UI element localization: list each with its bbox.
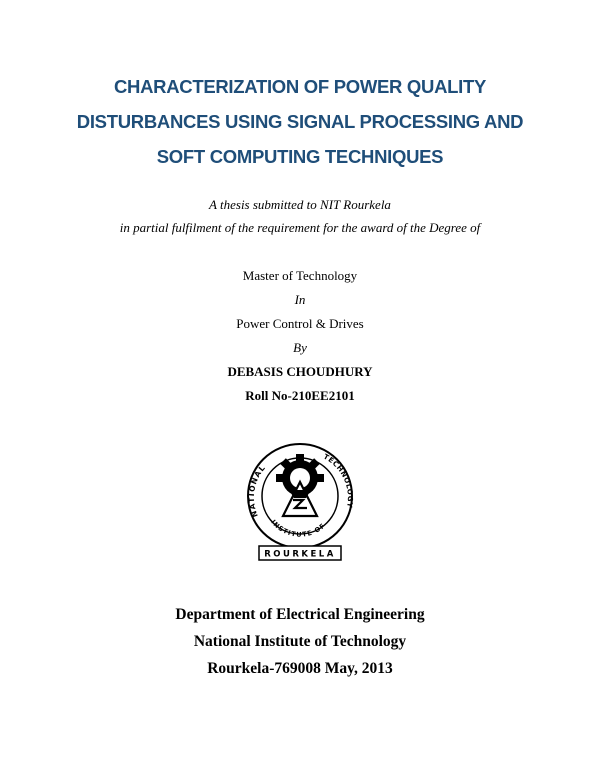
degree-name: Master of Technology xyxy=(242,268,358,283)
submission-line-1: A thesis submitted to NIT Rourkela xyxy=(209,197,391,212)
place-and-date: Rourkela-769008 May, 2013 xyxy=(207,660,393,677)
degree-block xyxy=(0,264,600,408)
nit-rourkela-logo xyxy=(237,438,363,564)
thesis-title xyxy=(0,69,600,174)
author-name: DEBASIS CHOUDHURY xyxy=(227,364,373,379)
institute-name: National Institute of Technology xyxy=(193,633,407,650)
logo-banner-text: ROURKELA xyxy=(264,549,336,560)
specialization: Power Control & Drives xyxy=(236,316,364,331)
logo-ring-text-left: NATIONAL xyxy=(246,462,268,519)
title-line-1: CHARACTERIZATION OF POWER QUALITY xyxy=(113,76,487,97)
by-label: By xyxy=(293,340,307,355)
submission-line-2: in partial fulfilment of the requirement for the award of the Degree of xyxy=(119,220,481,235)
roll-number: Roll No-210EE2101 xyxy=(245,388,355,403)
logo-ring-text-right: TECHNOLOGY xyxy=(322,452,355,509)
logo-ring-text-bottom: INSTITUTE OF xyxy=(269,518,328,539)
department-name: Department of Electrical Engineering xyxy=(175,606,425,623)
institution-block xyxy=(0,601,600,682)
svg-text:INSTITUTE OF xyxy=(269,518,327,539)
title-line-2: DISTURBANCES USING SIGNAL PROCESSING AND xyxy=(76,111,524,132)
title-line-3: SOFT COMPUTING TECHNIQUES xyxy=(156,146,444,167)
submission-statement xyxy=(0,193,600,239)
in-label: In xyxy=(294,292,306,307)
logo-graphic xyxy=(237,438,363,564)
